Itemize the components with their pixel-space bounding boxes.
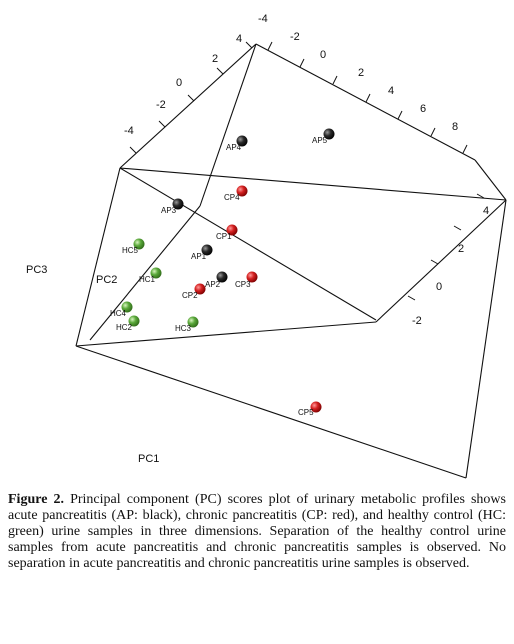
pc3-tick: -2 <box>412 315 422 327</box>
pc2-axis <box>130 42 252 153</box>
point-label-cp4: CP4 <box>224 193 240 202</box>
pc3-axis-title: PC3 <box>26 264 48 276</box>
point-label-hc4: HC4 <box>110 309 127 318</box>
scatter-points <box>110 129 335 418</box>
pc2-tick: -4 <box>124 125 134 137</box>
point-label-cp1: CP1 <box>216 232 232 241</box>
pc1-axis-title: PC1 <box>138 453 160 465</box>
pc1-tick: 4 <box>388 85 395 97</box>
pc1-tick: 2 <box>358 67 365 79</box>
pc1-tick: -2 <box>290 31 300 43</box>
point-label-ap3: AP3 <box>161 206 177 215</box>
pc2-tick: 2 <box>212 53 219 65</box>
point-label-ap4: AP4 <box>226 143 242 152</box>
pc1-tick: -4 <box>258 13 268 25</box>
point-label-cp5: CP5 <box>298 408 314 417</box>
point-label-hc3: HC3 <box>175 324 192 333</box>
figure-caption <box>8 492 506 572</box>
pc2-tick: 0 <box>176 77 183 89</box>
point-label-ap2: AP2 <box>205 280 221 289</box>
pc3-axis <box>408 194 484 300</box>
pc1-tick: 6 <box>420 103 427 115</box>
pc1-tick: 8 <box>452 121 459 133</box>
bounding-box <box>76 44 506 478</box>
pc2-tick: -2 <box>156 99 166 111</box>
pc2-tick: 4 <box>236 33 243 45</box>
pc3-tick: 4 <box>483 205 490 217</box>
point-label-ap5: AP5 <box>312 136 328 145</box>
point-label-hc1: HC1 <box>139 275 156 284</box>
pc2-axis-title: PC2 <box>96 274 118 286</box>
pc1-axis <box>268 42 467 153</box>
pc3-tick: 2 <box>458 243 465 255</box>
pc3-tick: 0 <box>436 281 443 293</box>
figure-number: Figure 2. <box>8 492 64 507</box>
point-label-hc5: HC5 <box>122 246 139 255</box>
point-label-ap1: AP1 <box>191 252 207 261</box>
point-label-hc2: HC2 <box>116 323 133 332</box>
point-label-cp3: CP3 <box>235 280 251 289</box>
point-label-cp2: CP2 <box>182 291 198 300</box>
caption-text: Principal component (PC) scores plot of urinary metabolic profiles shows acute pancreatitis (AP: black), chronic pancreatitis (CP: red), and healthy control (HC: green) urine samples in three dimensions. Separation of the healthy control urine samples from acute pancreatitis and chronic pancreatitis samples is observed. No separation in acute pancreatitis and chronic pancreatitis urine samples is observed. <box>8 492 506 571</box>
pc1-tick: 0 <box>320 49 327 61</box>
